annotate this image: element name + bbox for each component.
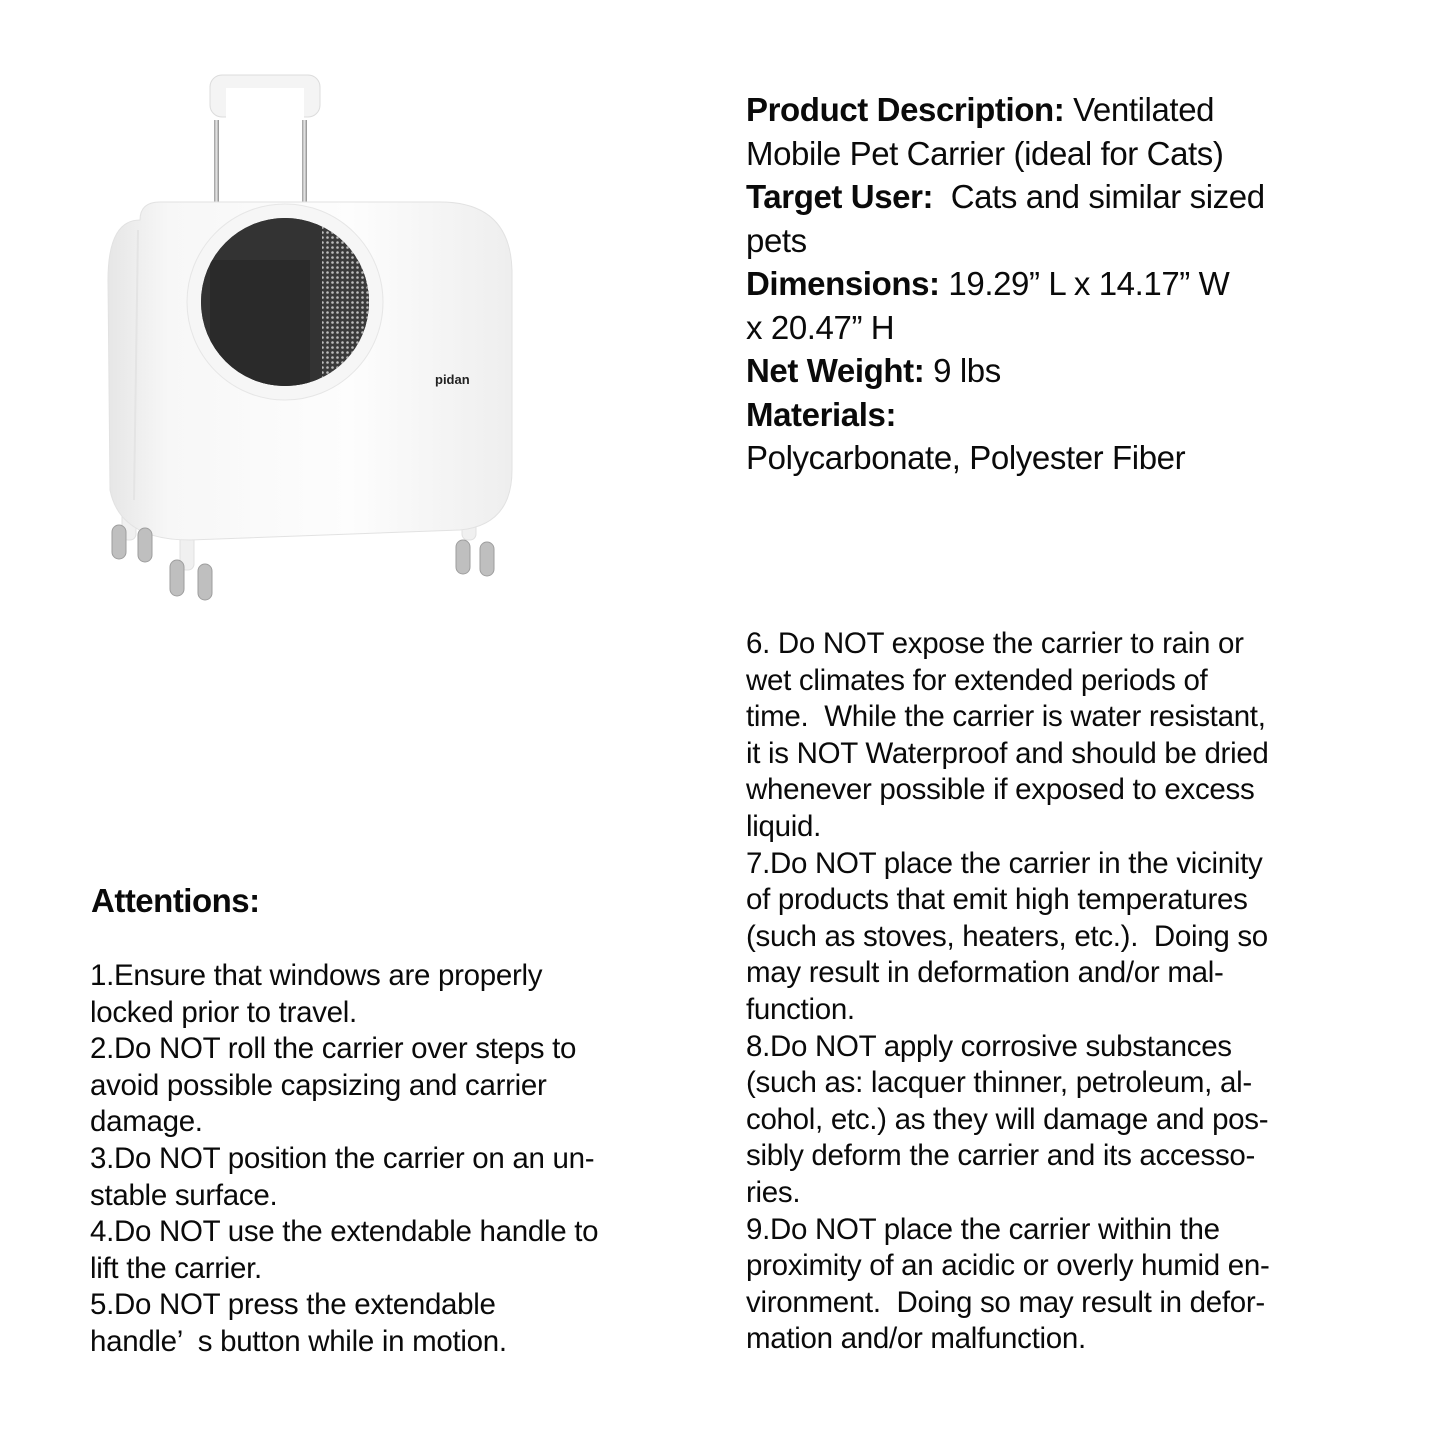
list-line: 5.Do NOT press the extendable — [90, 1288, 496, 1322]
list-line: damage. — [90, 1105, 203, 1139]
spec-label: Dimensions: — [746, 265, 940, 302]
list-line: mation and/or malfunction. — [746, 1322, 1086, 1356]
list-line: 7.Do NOT place the carrier in the vicinity — [746, 846, 1263, 880]
list-line: it is NOT Waterproof and should be dried — [746, 736, 1269, 770]
product-image — [100, 70, 540, 610]
list-line: 6. Do NOT expose the carrier to rain or — [746, 627, 1244, 660]
list-line: avoid possible capsizing and carrier — [90, 1068, 547, 1102]
spec-label: Materials: — [746, 395, 897, 433]
pet-carrier-illustration — [100, 70, 540, 610]
list-line: sibly deform the carrier and its accesso- — [746, 1139, 1256, 1173]
list-line: cohol, etc.) as they will damage and pos- — [746, 1102, 1269, 1136]
attentions-list-right — [746, 626, 1270, 1358]
spec-value: pets — [746, 221, 807, 259]
spec-value: Mobile Pet Carrier (ideal for Cats) — [746, 134, 1224, 172]
brand-label: pidan — [435, 372, 470, 387]
list-line: time. While the carrier is water resistant, — [746, 700, 1266, 734]
list-line: of products that emit high temperatures — [746, 883, 1248, 917]
list-line: locked prior to travel. — [90, 995, 357, 1029]
spec-value: Ventilated — [1073, 91, 1215, 128]
attentions-list-left — [90, 958, 598, 1361]
list-line: 3.Do NOT position the carrier on an un- — [90, 1141, 595, 1175]
spec-label: Net Weight: — [746, 352, 925, 389]
list-line: function. — [746, 992, 855, 1026]
list-line: whenever possible if exposed to excess — [746, 773, 1255, 807]
spec-description — [746, 88, 1265, 132]
list-line: ries. — [746, 1175, 801, 1209]
list-line: 1.Ensure that windows are properly — [90, 959, 543, 992]
spec-value: 19.29” L x 14.17” W — [948, 265, 1230, 302]
list-line: vironment. Doing so may result in defor- — [746, 1285, 1265, 1319]
list-line: handle’ s button while in motion. — [90, 1324, 507, 1358]
attentions-title: Attentions: — [91, 882, 260, 919]
list-line: (such as: lacquer thinner, petroleum, al- — [746, 1066, 1252, 1100]
spec-label: Product Description: — [746, 91, 1065, 128]
list-line: 9.Do NOT place the carrier within the — [746, 1212, 1220, 1246]
list-line: 4.Do NOT use the extendable handle to — [90, 1215, 599, 1249]
spec-value: Polycarbonate, Polyester Fiber — [746, 439, 1186, 476]
list-line: 8.Do NOT apply corrosive substances — [746, 1029, 1232, 1063]
list-line: wet climates for extended periods of — [746, 663, 1208, 697]
list-line: liquid. — [746, 809, 821, 843]
list-line: stable surface. — [90, 1178, 278, 1212]
list-line: may result in deformation and/or mal- — [746, 956, 1224, 990]
product-specs — [746, 88, 1265, 480]
spec-value: x 20.47” H — [746, 308, 895, 346]
spec-value: Cats and similar sized — [933, 178, 1265, 215]
spec-dimensions — [746, 262, 1265, 306]
spec-materials — [746, 393, 1265, 437]
spec-target-user — [746, 175, 1265, 219]
list-line: 2.Do NOT roll the carrier over steps to — [90, 1032, 577, 1066]
spec-label: Target User: — [746, 178, 934, 215]
list-line: lift the carrier. — [90, 1251, 262, 1285]
list-line: proximity of an acidic or overly humid en- — [746, 1249, 1270, 1283]
spec-net-weight — [746, 349, 1265, 393]
list-line: (such as stoves, heaters, etc.). Doing so — [746, 919, 1268, 953]
spec-value: 9 lbs — [933, 352, 1001, 389]
